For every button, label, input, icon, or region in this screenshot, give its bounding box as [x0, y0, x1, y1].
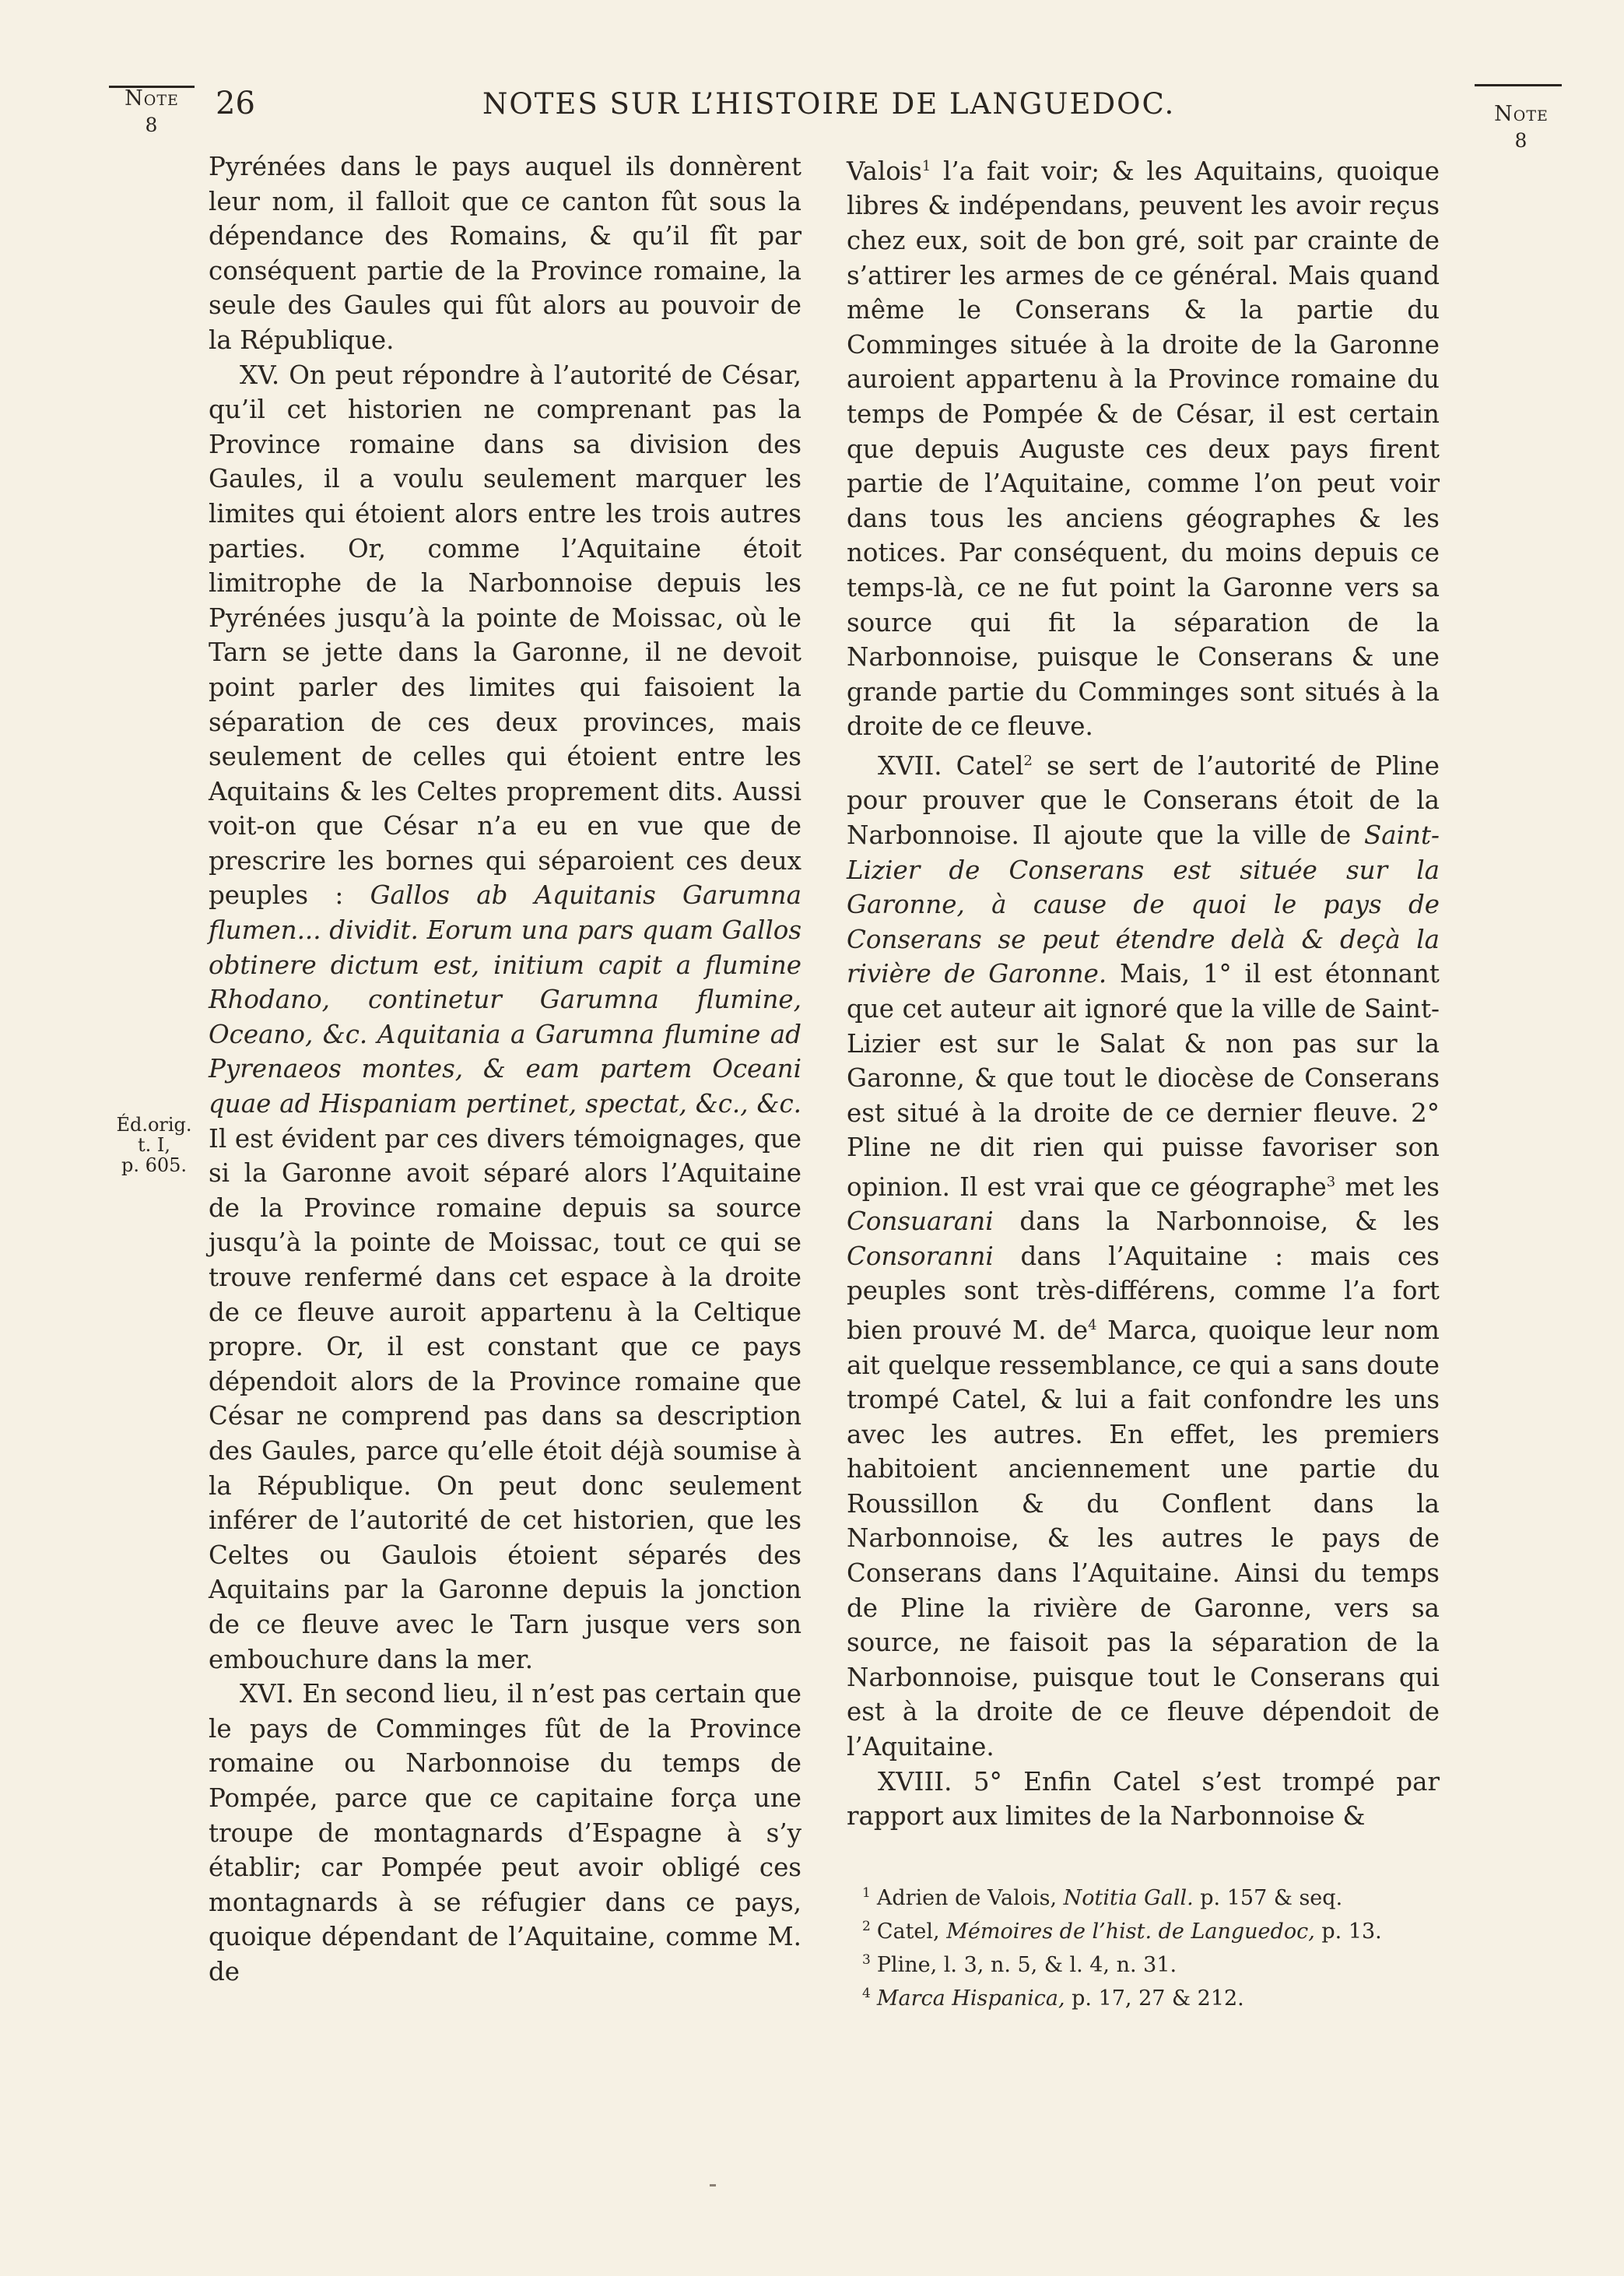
footnote-ref: 4 [1088, 1317, 1097, 1334]
text: Marca, quoique leur nom ait quelque ressemblance, ce qui a sans doute trompé Catel, & lui a fait confondre les uns avec les autres. En effet, les premiers habitoient anciennement une partie du Roussillon & du Conflent dans la Narbonnoise, & les autres le pays de Conserans dans l’Aquitaine. Ainsi du temps de Pline la rivière de Garonne, vers sa source, ne faisoit pas la séparation de la Narbonnoise, puisque tout le Conserans qui est à la droite de ce fleuve dépendoit de l’Aquitaine. [847, 1315, 1440, 1762]
text: p. 17, 27 & 212. [1065, 1986, 1244, 2011]
footnote-mark: 1 [862, 1885, 871, 1901]
text: p. 13. [1314, 1919, 1382, 1944]
text: Il est évident par ces divers témoignages, que si la Garonne avoit séparé alors l’Aquitaine de la Province romaine depuis sa source jusqu’à la pointe de Moissac, tout ce qui se trouve renfermé dans cet espace à la droite de ce fleuve auroit appartenu à la Celtique propre. Or, il est constant que ce pays dépendoit alors de la Province romaine que César ne comprend pas dans sa description des Gaules, parce qu’elle étoit déjà soumise à la République. On peut donc seulement inférer de l’autorité de cet historien, que les Celtes ou Gaulois étoient séparés des Aquitains par la Garonne depuis la jonction de ce fleuve avec le Tarn jusque vers son embouchure dans la mer. [209, 1123, 801, 1674]
paragraph-xv [209, 358, 801, 1677]
latin-quote: Gallos ab Aquitanis Garumna flumen... dividit. Eorum una pars quam Gallos obtinere dictum est, initium capit a flumine Rhodano, continetur Garumna flumine, Oceano, &c. Aquitania a Garumna flumine ad Pyrenaeos montes, & eam partem Oceani quae ad Hispaniam pertinet, spectat, &c., &c. [209, 880, 801, 1119]
right-column [847, 149, 1440, 1834]
footnote-ref: 2 [1023, 752, 1033, 769]
text: met les [1335, 1171, 1440, 1202]
footnote-ref: 1 [921, 158, 931, 174]
text: XVII. Catel [878, 750, 1024, 781]
text: dans l’Aquitaine : mais ces peuples sont très-différens, comme l’a fort bien prouvé M. de [847, 1241, 1440, 1345]
italic-text: Notitia Gall. [1063, 1886, 1194, 1910]
paragraph-xvi: XVI. En second lieu, il n’est pas certain que le pays de Comminges fût de la Province romaine ou Narbonnoise du temps de Pompée, parce que ce capitaine força une troupe de montagnards d’Espagne à s’y établir; car Pompée peut avoir obligé ces montagnards à se réfugier dans ce pays, quoique dépendant de l’Aquitaine, comme M. de [209, 1679, 801, 1986]
note-label: Note [1494, 102, 1549, 126]
text: se sert de l’autorité de Pline pour prouver que le Conserans étoit de la Narbonnoise. Il ajoute que la ville de [847, 750, 1440, 850]
margin-ref-line: t. I, [137, 1134, 170, 1156]
text: Mais, 1° il est étonnant que cet auteur ait ignoré que la ville de Saint-Lizier est sur le Salat & non pas sur la Garonne, & que tout le diocèse de Conserans est situé à la droite de ce dernier fleuve. 2° Pline ne dit rien qui puisse favoriser son opinion. Il est vrai que ce géographe [847, 959, 1440, 1202]
left-column [209, 149, 801, 1989]
text: l’a fait voir; & les Aquitains, quoique libres & indépendans, peuvent les avoir reçus chez eux, soit de bon gré, soit par crainte de s’attirer les armes de ce général. Mais quand même le Conserans & la partie du Comminges située à la droite de la Garonne auroient appartenu à la Province romaine du temps de Pompée & de César, il est certain que depuis Auguste ces deux pays firent partie de l’Aquitaine, comme l’on peut voir dans tous les anciens géographes & les notices. Par conséquent, du moins depuis ce temps-là, ce ne fut point la Garonne vers sa source qui fit la séparation de la Narbonnoise, puisque le Conserans & une grande partie du Comminges sont situés à la droite de ce fleuve. [847, 156, 1440, 742]
footnote-mark: 3 [862, 1952, 871, 1968]
italic-text: Consoranni [847, 1241, 994, 1271]
margin-ref-line: p. 605. [121, 1154, 188, 1176]
paragraph-xviii: XVIII. 5° Enfin Catel s’est trompé par rapport aux limites de la Narbonnoise & [847, 1766, 1440, 1832]
page-number: 26 [216, 86, 255, 121]
text: XV. On peut répondre à l’autorité de César, qu’il cet historien ne comprenant pas la Province romaine dans sa division des Gaules, il a voulu seulement marquer les limites qui étoient alors entre les trois autres parties. Or, comme l’Aquitaine étoit limitrophe de la Narbonnoise depuis les Pyrénées jusqu’à la pointe de Moissac, où le Tarn se jette dans la Garonne, il ne devoit point parler des limites qui faisoient la séparation de ces deux provinces, mais seulement de celles qui étoient entre les Aquitains & les Celtes proprement dits. Aussi voit-on que César n’a eu en vue que de prescrire les bornes qui séparoient ces deux peuples : [209, 360, 801, 911]
footnote-ref: 3 [1326, 1173, 1336, 1190]
text: Adrien de Valois, [876, 1886, 1064, 1910]
text: Catel, [876, 1919, 947, 1944]
footnotes [862, 1879, 1454, 2013]
note-number: 8 [1514, 129, 1528, 152]
note-number: 8 [145, 114, 159, 136]
margin-ref-line: Éd.orig. [116, 1114, 192, 1136]
footnote [862, 1946, 1454, 1979]
text: p. 157 & seq. [1193, 1886, 1343, 1910]
footnote [862, 1912, 1454, 1946]
text: Pline, l. 3, n. 5, & l. 4, n. 31. [876, 1953, 1177, 1977]
paragraph [847, 149, 1440, 744]
italic-text: Consuarani [847, 1206, 994, 1237]
footnote [862, 1879, 1454, 1912]
page-mark [710, 2184, 716, 2186]
note-label-left [109, 86, 195, 139]
margin-reference [107, 1115, 201, 1175]
running-head: NOTES SUR L’HISTOIRE DE LANGUEDOC. [482, 87, 1176, 121]
text: Valois [847, 156, 922, 186]
footnote-mark: 4 [862, 1986, 871, 2001]
header-rule-right [1475, 84, 1562, 86]
footnote [862, 1979, 1454, 2013]
italic-text: Saint-Lizier de Conserans est située sur la Garonne, à cause de quoi le pays de Conserans se peut étendre delà & deçà la rivière de Garonne. [847, 820, 1440, 989]
note-label-right [1478, 101, 1564, 154]
text: dans la Narbonnoise, & les [993, 1206, 1440, 1237]
italic-text: Mémoires de l’hist. de Languedoc, [946, 1919, 1315, 1944]
italic-text: Marca Hispanica, [876, 1986, 1065, 2011]
note-label: Note [125, 86, 179, 111]
paragraph-xvii [847, 744, 1440, 1765]
footnote-mark: 2 [862, 1919, 871, 1934]
paragraph: Pyrénées dans le pays auquel ils donnèrent leur nom, il falloit que ce canton fût sous la dépendance des Romains, & qu’il fît par conséquent partie de la Province romaine, la seule des Gaules qui fût alors au pouvoir de la République. [209, 152, 801, 355]
